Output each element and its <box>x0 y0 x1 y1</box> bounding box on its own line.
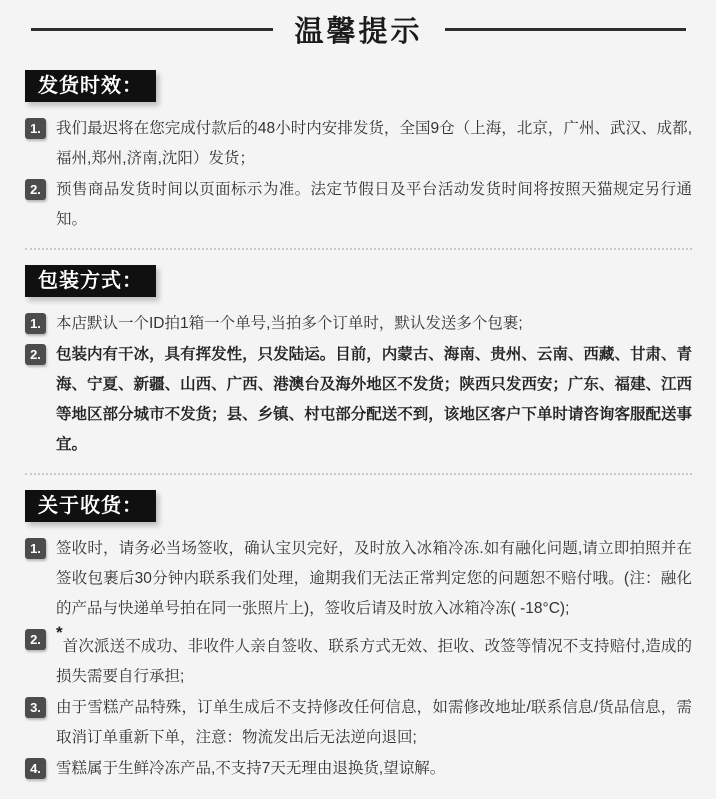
item-text-body: 首次派送不成功、非收件人亲自签收、联系方式无效、拒收、改签等情况不支持赔付,造成的损失需要自行承担; <box>56 638 692 686</box>
list-item <box>25 309 692 339</box>
section-packaging-heading: 包装方式： <box>25 265 156 297</box>
page-header <box>31 8 686 50</box>
dotted-divider <box>25 473 692 475</box>
list-item <box>25 340 692 460</box>
receiving-item-list <box>25 534 692 784</box>
page-title: 温馨提示 <box>294 15 423 48</box>
section-packaging <box>25 265 692 460</box>
list-item <box>25 114 692 174</box>
section-shipping-time <box>25 70 692 235</box>
section-receiving-heading: 关于收货： <box>25 490 156 522</box>
shipping-item-list <box>25 114 692 235</box>
item-text: 由于雪糕产品特殊，订单生成后不支持修改任何信息，如需修改地址/联系信息/货品信息，需取消订单重新下单，注意：物流发出后无法逆向退回; <box>56 699 692 747</box>
list-item <box>25 625 692 692</box>
item-text: 本店默认一个ID拍1箱一个单号,当拍多个订单时，默认发送多个包裹; <box>56 315 523 332</box>
list-item <box>25 693 692 753</box>
item-number-badge: 1. <box>25 313 46 334</box>
section-shipping-heading: 发货时效： <box>25 70 156 102</box>
item-number-badge: 1. <box>25 118 46 139</box>
section-receiving <box>25 490 692 784</box>
item-text: 包装内有干冰，具有挥发性，只发陆运。目前，内蒙古、海南、贵州、云南、西藏、甘肃、青海、宁夏、新疆、山西、广西、港澳台及海外地区不发货；陕西只发西安；广东、福建、江西等地区部分城市不发货；县、乡镇、村屯部分配送不到，该地区客户下单时请咨询客服配送事宜。 <box>56 346 692 453</box>
item-number-badge: 2. <box>25 629 46 650</box>
item-text: 预售商品发货时间以页面标示为准。法定节假日及平台活动发货时间将按照天猫规定另行通知。 <box>56 181 692 228</box>
footnote-asterisk: * <box>56 623 63 642</box>
item-number-badge: 4. <box>25 758 46 779</box>
item-text <box>56 625 692 692</box>
item-number-badge: 2. <box>25 344 46 365</box>
list-item <box>25 175 692 235</box>
item-text: 雪糕属于生鲜冷冻产品,不支持7天无理由退换货,望谅解。 <box>56 760 446 778</box>
packaging-item-list <box>25 309 692 460</box>
item-text: 签收时，请务必当场签收，确认宝贝完好，及时放入冰箱冷冻.如有融化问题,请立即拍照并在签收包裹后30分钟内联系我们处理，逾期我们无法正常判定您的问题恕不赔付哦。(注：融化的产品与快递单号拍在同一张照片上)，签收后请及时放入冰箱冷冻( -18°C); <box>56 540 692 617</box>
title-line-left <box>31 28 273 31</box>
title-line-right <box>445 28 687 31</box>
item-text: 我们最迟将在您完成付款后的48小时内安排发货，全国9仓（上海，北京，广州、武汉、成都,福州,郑州,济南,沈阳）发货； <box>56 120 692 167</box>
dotted-divider <box>25 248 692 250</box>
item-number-badge: 3. <box>25 697 46 718</box>
list-item <box>25 754 692 784</box>
item-number-badge: 2. <box>25 179 46 200</box>
list-item <box>25 534 692 624</box>
item-number-badge: 1. <box>25 538 46 559</box>
